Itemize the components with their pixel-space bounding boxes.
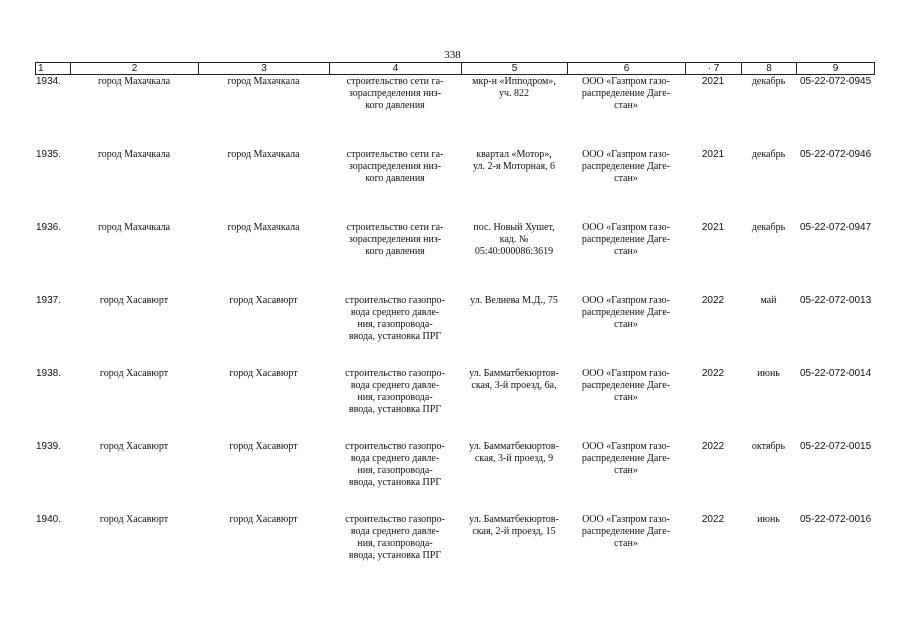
organization-cell: ООО «Газпром газо- распределение Даге- стан» — [581, 222, 671, 257]
work-description-cell: строительство газопро- вода среднего давле- ния, газопровода- ввода, установка ПРГ — [345, 295, 445, 342]
address-cell: ул. Бамматбекюртов- ская, 2-й проезд, 15 — [469, 514, 559, 537]
code-cell: 05-22-072-0947 — [800, 222, 872, 233]
year-cell: 2022 — [701, 295, 725, 306]
district-cell: город Хасавюрт — [229, 441, 298, 452]
organization-cell: ООО «Газпром газо- распределение Даге- стан» — [581, 368, 671, 403]
table-body — [35, 76, 875, 587]
row-number: 1938. — [36, 368, 62, 379]
year-cell: 2022 — [701, 514, 725, 525]
code-cell: 05-22-072-0014 — [800, 368, 872, 379]
month-cell: декабрь — [751, 76, 786, 87]
district-cell: город Махачкала — [227, 149, 300, 160]
code-cell: 05-22-072-0946 — [800, 149, 872, 160]
page-number: 338 — [444, 49, 461, 61]
column-header-1: 1 — [35, 63, 70, 74]
row-number: 1934. — [36, 76, 62, 87]
work-description-cell: строительство газопро- вода среднего давле- ния, газопровода- ввода, установка ПРГ — [345, 441, 445, 488]
table-row — [35, 368, 875, 441]
column-header-3: 3 — [198, 63, 329, 74]
district-cell: город Хасавюрт — [229, 368, 298, 379]
row-number: 1935. — [36, 149, 62, 160]
year-cell: 2021 — [701, 222, 725, 233]
code-cell: 05-22-072-0013 — [800, 295, 872, 306]
address-cell: ул. Бамматбекюртов- ская, 3-й проезд, 6а, — [469, 368, 559, 391]
year-cell: 2022 — [701, 441, 725, 452]
organization-cell: ООО «Газпром газо- распределение Даге- стан» — [581, 149, 671, 184]
district-cell: город Хасавюрт — [229, 295, 298, 306]
month-cell: июнь — [757, 368, 780, 379]
row-number: 1936. — [36, 222, 62, 233]
table-row — [35, 222, 875, 295]
month-cell: май — [760, 295, 777, 306]
organization-cell: ООО «Газпром газо- распределение Даге- стан» — [581, 441, 671, 476]
address-cell: квартал «Мотор», ул. 2-я Моторная, 6 — [472, 149, 556, 172]
column-header-9: 9 — [796, 63, 875, 74]
address-cell: ул. Велиева М.Д., 75 — [470, 295, 558, 306]
organization-cell: ООО «Газпром газо- распределение Даге- стан» — [581, 76, 671, 111]
district-cell: город Махачкала — [227, 222, 300, 233]
column-header-6: 6 — [567, 63, 685, 74]
row-number: 1937. — [36, 295, 62, 306]
column-header-5: 5 — [461, 63, 567, 74]
code-cell: 05-22-072-0945 — [800, 76, 872, 87]
city-cell: город Хасавюрт — [99, 368, 169, 379]
column-header-4: 4 — [329, 63, 461, 74]
organization-cell: ООО «Газпром газо- распределение Даге- стан» — [581, 295, 671, 330]
year-cell: 2021 — [701, 76, 725, 87]
table-row — [35, 514, 875, 587]
address-cell: ул. Бамматбекюртов- ская, 3-й проезд, 9 — [469, 441, 559, 464]
column-header-7: · 7 — [685, 63, 741, 74]
district-cell: город Хасавюрт — [229, 514, 298, 525]
year-cell: 2022 — [701, 368, 725, 379]
row-number: 1940. — [36, 514, 62, 525]
work-description-cell: строительство сети га- зораспределения низ- кого давления — [346, 76, 444, 111]
month-cell: июнь — [757, 514, 780, 525]
table-header — [35, 62, 875, 75]
month-cell: декабрь — [751, 149, 786, 160]
city-cell: город Махачкала — [97, 76, 171, 87]
city-cell: город Махачкала — [97, 149, 171, 160]
city-cell: город Хасавюрт — [99, 441, 169, 452]
table-row — [35, 295, 875, 368]
work-description-cell: строительство сети га- зораспределения низ- кого давления — [346, 149, 444, 184]
month-cell: октябрь — [751, 441, 786, 452]
work-description-cell: строительство сети га- зораспределения низ- кого давления — [346, 222, 444, 257]
code-cell: 05-22-072-0016 — [800, 514, 872, 525]
district-cell: город Махачкала — [227, 76, 300, 87]
code-cell: 05-22-072-0015 — [800, 441, 872, 452]
address-cell: мкр-н «Ипподром», уч. 822 — [472, 76, 556, 99]
work-description-cell: строительство газопро- вода среднего давле- ния, газопровода- ввода, установка ПРГ — [345, 514, 445, 561]
table-row — [35, 441, 875, 514]
column-header-2: 2 — [70, 63, 198, 74]
city-cell: город Хасавюрт — [99, 295, 169, 306]
year-cell: 2021 — [701, 149, 725, 160]
address-cell: пос. Новый Хушет, кад. № 05:40:000086:3619 — [473, 222, 555, 257]
table-row — [35, 149, 875, 222]
city-cell: город Махачкала — [97, 222, 171, 233]
row-number: 1939. — [36, 441, 62, 452]
work-description-cell: строительство газопро- вода среднего давле- ния, газопровода- ввода, установка ПРГ — [345, 368, 445, 415]
table-row — [35, 76, 875, 149]
column-header-8: 8 — [741, 63, 796, 74]
month-cell: декабрь — [751, 222, 786, 233]
city-cell: город Хасавюрт — [99, 514, 169, 525]
organization-cell: ООО «Газпром газо- распределение Даге- стан» — [581, 514, 671, 549]
